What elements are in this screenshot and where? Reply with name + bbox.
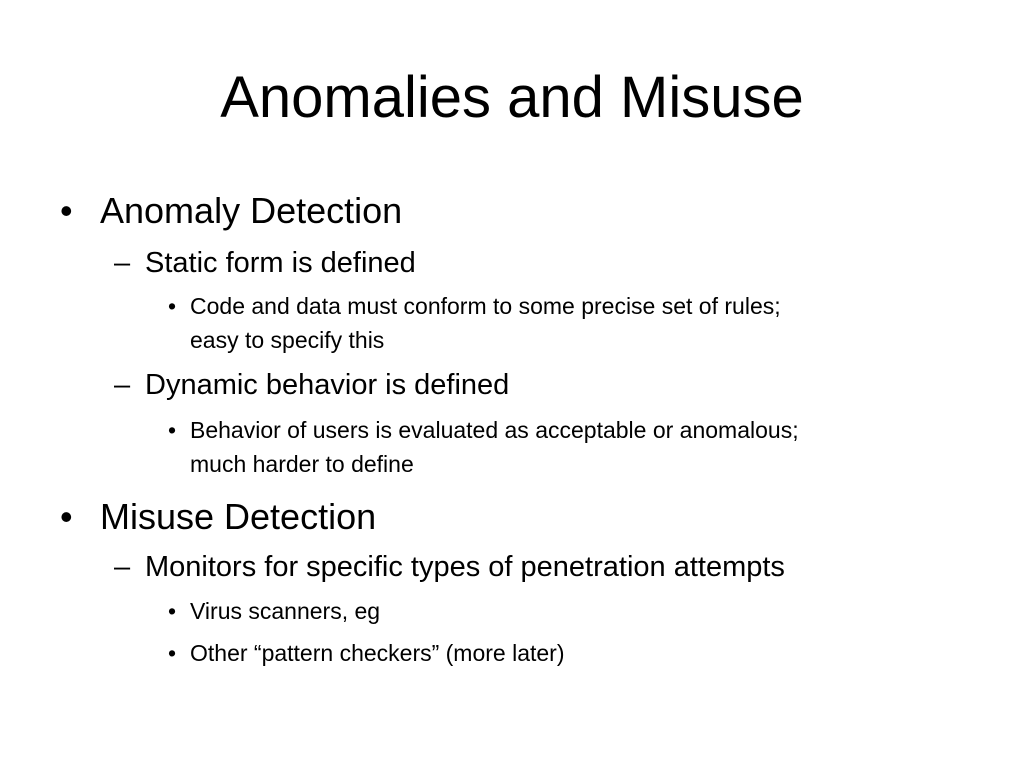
bullet-text-line: much harder to define	[190, 451, 414, 477]
bullet-marker: •	[168, 417, 177, 443]
bullet-text-line: Code and data must conform to some precise set of rules;	[190, 293, 781, 319]
bullet-marker: •	[60, 190, 73, 231]
bullet-text-line: easy to specify this	[190, 327, 385, 353]
bullet-text: Dynamic behavior is defined	[145, 369, 510, 401]
dash-marker: –	[114, 247, 131, 279]
bullet-marker: •	[168, 640, 177, 666]
bullet-marker: •	[168, 293, 177, 319]
dash-marker: –	[114, 369, 131, 401]
bullet-text: Static form is defined	[145, 247, 416, 279]
bullet-text-line: Virus scanners, eg	[190, 598, 381, 624]
bullet-text-line: Behavior of users is evaluated as acceptable or anomalous;	[190, 417, 799, 443]
bullet-text-line: Other “pattern checkers” (more later)	[190, 640, 565, 666]
bullet-text: Misuse Detection	[100, 496, 377, 537]
slide-title: Anomalies and Misuse	[220, 65, 804, 130]
dash-marker: –	[114, 551, 131, 583]
bullet-text: Monitors for specific types of penetration attempts	[145, 551, 785, 583]
bullet-marker: •	[168, 598, 177, 624]
bullet-marker: •	[60, 496, 73, 537]
bullet-text: Anomaly Detection	[100, 190, 403, 231]
